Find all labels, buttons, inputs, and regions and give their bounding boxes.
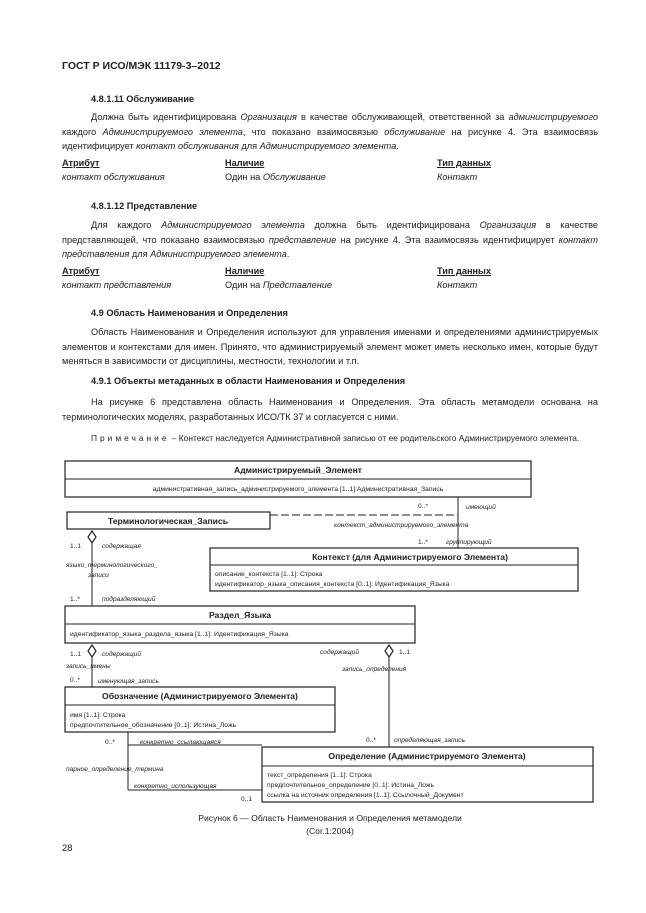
role-label: конкретно_использующая — [134, 783, 217, 790]
aggregation-diamond-icon — [88, 645, 96, 657]
class-attribute: текст_определения [1..1]: Строка — [267, 772, 372, 779]
section-heading-maintenance: 4.8.1.11 Обслуживание — [91, 94, 195, 104]
class-attribute: административная_запись_администрируемого_элемента [1..1]:Административная_Запись — [152, 486, 444, 493]
role-label: подразделяющий — [102, 596, 156, 603]
class-attribute: идентификатор_языка_раздела_языка [1..1]: Идентификация_Языка — [70, 631, 289, 638]
attribute-name: контакт обслуживания — [62, 172, 165, 182]
column-header-presence: Наличие — [225, 158, 265, 168]
role-label: контекст_администрируемого_элемента — [334, 522, 469, 529]
class-definition — [262, 747, 593, 802]
column-header-attribute: Атрибут — [62, 266, 100, 276]
multiplicity-label: 0..* — [70, 677, 80, 684]
class-terminological-record — [67, 512, 270, 529]
role-label: содержащий — [320, 649, 360, 656]
class-attribute: ссылка на источник определения [1..1]: Ссылочный_Документ — [267, 792, 464, 799]
multiplicity-label: 1..1 — [70, 651, 81, 658]
multiplicity-label: 1..* — [418, 539, 428, 546]
paragraph-naming-definition: Область Наименования и Определения используют для управления именами и определениями администрируемых элементов и контекстами для имен. Принято, что администрируемый элемент может иметь несколько имен, которые будут меняться в зависимости от дисциплины, местности, технологии и т.п. — [62, 327, 598, 367]
attribute-presence: Один на Обслуживание — [225, 172, 326, 182]
paragraph-metadata-objects: На рисунке 6 представлена область Наименования и Определения. Эта область метамодели основана на терминологических моделях, разработанных ИСО/ТК 37 и согласуется с ними. — [62, 397, 598, 422]
multiplicity-label: 0..* — [105, 739, 115, 746]
figure-caption-title: Рисунок 6 — Область Наименования и Определения метамодели — [198, 813, 462, 823]
role-label: именующая_запись — [98, 678, 159, 685]
figure-caption-correction: (Cor.1:2004) — [306, 825, 354, 836]
multiplicity-label: 0..* — [418, 503, 428, 510]
role-label: языки_терминологического_ — [66, 562, 158, 569]
attribute-presence: Один на Представление — [225, 280, 332, 290]
class-title: Обозначение (Администрируемого Элемента) — [102, 691, 298, 701]
class-attribute: имя [1..1]: Строка — [70, 712, 126, 719]
multiplicity-label: 1..* — [70, 596, 80, 603]
role-label: парное_определение_термина — [66, 766, 164, 773]
attribute-datatype: Контакт — [437, 172, 478, 182]
class-title: Терминологическая_Запись — [107, 516, 229, 526]
figure-caption — [62, 812, 598, 837]
class-attribute: идентификатор_языка_описания_контекста [0..1]: Идентификация_Языка — [215, 581, 450, 588]
class-administered-element — [65, 461, 531, 497]
role-label: определяющая_запись — [394, 737, 466, 744]
class-title: Определение (Администрируемого Элемента) — [328, 751, 526, 761]
column-header-attribute: Атрибут — [62, 158, 100, 168]
class-context — [210, 548, 578, 591]
role-label: имеющий — [466, 504, 496, 511]
multiplicity-label: 0..1 — [241, 796, 252, 803]
attribute-datatype: Контакт — [437, 280, 478, 290]
class-language-section — [65, 606, 415, 643]
role-label: запись_определения — [342, 666, 407, 673]
column-header-presence: Наличие — [225, 266, 265, 276]
section-heading-naming-definition: 4.9 Область Наименования и Определения — [91, 308, 288, 318]
multiplicity-label: 1..1 — [70, 543, 81, 550]
note-label: Примечание — [91, 433, 170, 443]
class-title: Раздел_Языка — [208, 610, 272, 620]
class-attribute: предпочтительное_определение [0..1]: Истина_Ложь — [267, 782, 435, 789]
role-label: группирующий — [446, 539, 492, 546]
class-attribute: предпочтительное_обозначение [0..1]: Истина_Ложь — [70, 722, 237, 729]
section-heading-metadata-objects: 4.9.1 Объекты метаданных в области Наименования и Определения — [91, 376, 406, 386]
role-label: запись_имены — [66, 663, 111, 670]
column-header-datatype: Тип данных — [437, 266, 492, 276]
document-header: ГОСТ Р ИСО/МЭК 11179-3–2012 — [62, 60, 221, 72]
multiplicity-label: 0..* — [366, 737, 376, 744]
multiplicity-label: 1..1 — [399, 649, 410, 656]
role-label: записи — [88, 572, 109, 579]
role-label: содержащий — [102, 651, 142, 658]
class-designation — [65, 687, 335, 732]
paragraph-maintenance: Должна быть идентифицирована Организация в качестве обслуживающей, ответственной за администрируемого каждого Администрируемого элемента, что показано взаимосвязью обслуживание на рисунке 4. Эта взаимосвязь идентифицирует контакт обслуживания для Администрируемого элемента. — [62, 112, 598, 152]
section-heading-representation: 4.8.1.12 Представление — [91, 201, 198, 211]
aggregation-diamond-icon — [385, 645, 393, 657]
role-label: содержащая — [102, 543, 141, 550]
attribute-name: контакт представления — [62, 280, 172, 290]
aggregation-diamond-icon — [88, 531, 96, 543]
column-header-datatype: Тип данных — [437, 158, 492, 168]
note-text: – Контекст наследуется Административной записью от ее родительского Администрируемого элемента. — [169, 433, 580, 443]
class-attribute: описание_контекста [1..1]: Строка — [215, 571, 323, 578]
page-number: 28 — [62, 843, 73, 854]
class-title: Администрируемый_Элемент — [234, 465, 362, 475]
class-title: Контекст (для Администрируемого Элемента) — [312, 552, 508, 562]
paragraph-representation: Для каждого Администрируемого элемента должна быть идентифицирована Организация в качестве представляющей, что показано взаимосвязью представление на рисунке 4. Эта взаимосвязь идентифицирует контакт представления для Администрируемого элемента. — [62, 220, 599, 260]
role-label: конкретно_ссылающаяся — [140, 739, 221, 746]
